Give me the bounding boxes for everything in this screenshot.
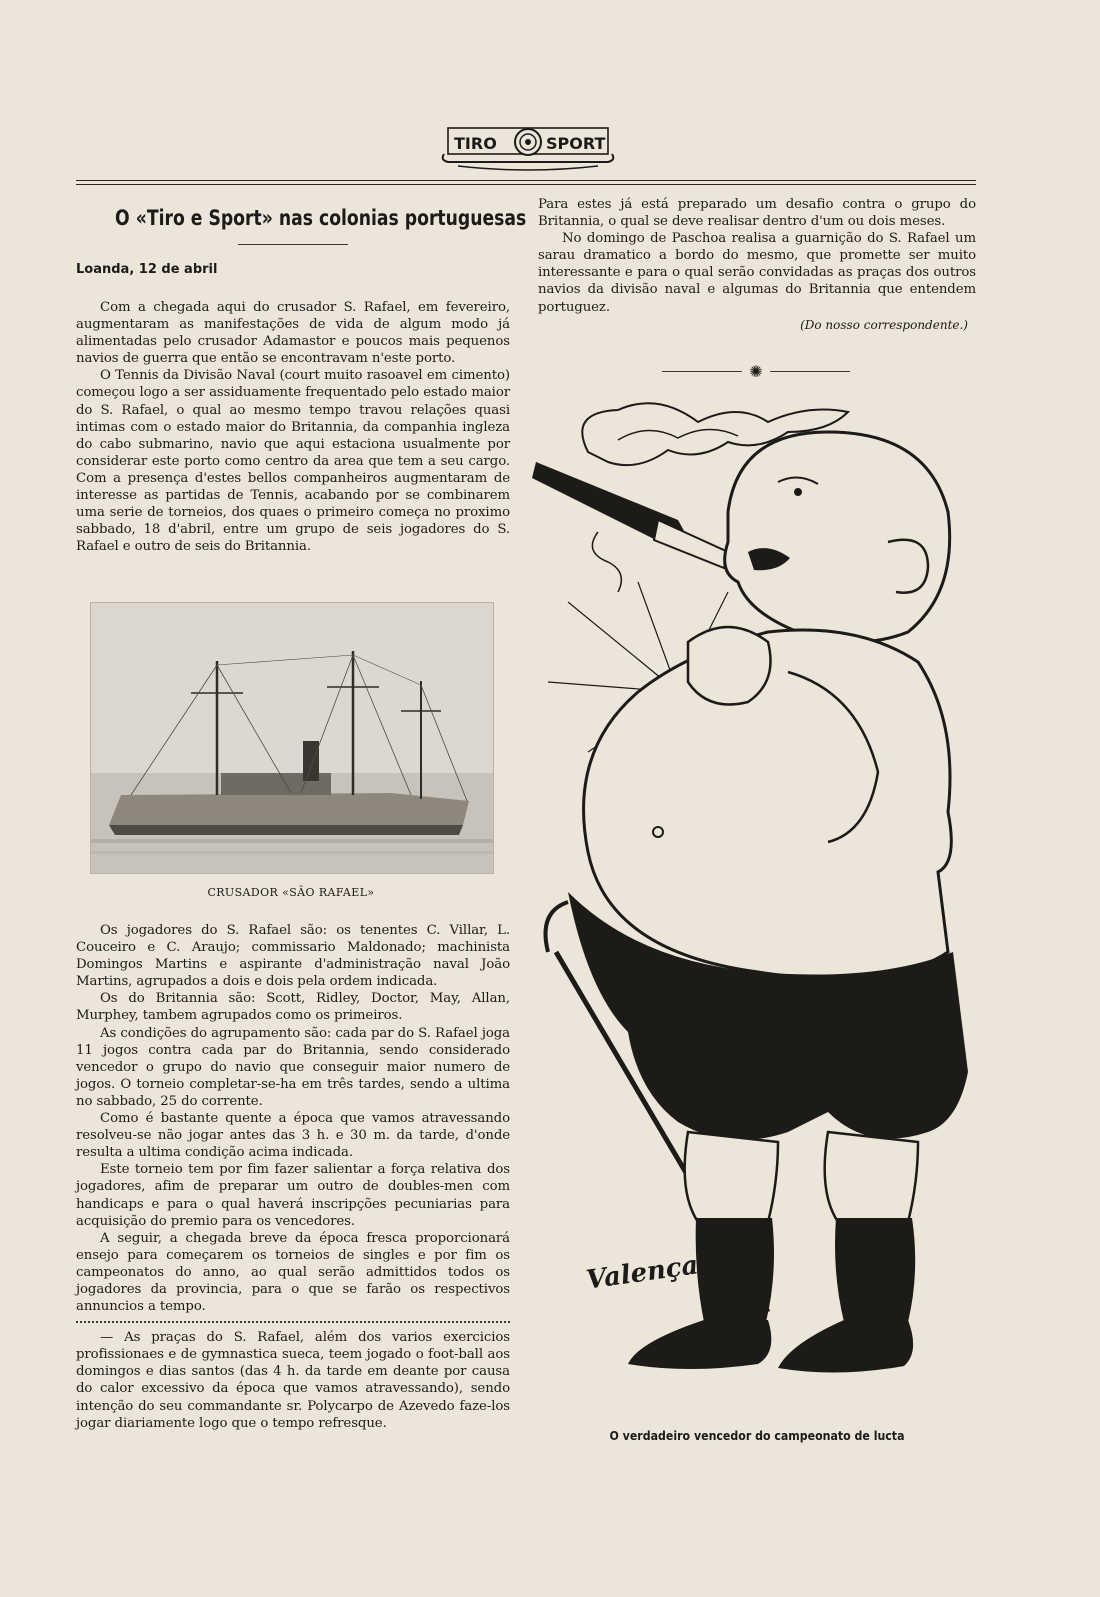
caricature-illustration (528, 392, 998, 1392)
ornament-line-right (770, 371, 850, 372)
right-paragraph-2: No domingo de Paschoa realisa a guarnição do S. Rafael um sarau dramatico a bordo do mesmo, que promette ser muito interessante e para o qual serão convidadas as praças dos outros navios da divisão naval e algumas do Britannia que entendem portuguez. (538, 231, 976, 315)
right-column (538, 196, 976, 332)
paragraph-2: O Tennis da Divisão Naval (court muito rasoavel em cimento) começou logo a ser assiduamente frequentado pelo estado maior do S. Rafael, o qual ao mesmo tempo travou relações quasi intimas com o estado maior do Britannia, da companhia ingleza do cabo submarino, navio que aqui estaciona usualmente por considerar este porto como centro da area que tem a seu cargo. Com a presença d'estes bellos companheiros augmentaram de interesse as partidas de Tennis, acabando por se combinarem uma serie de torneios, dos quaes o primeiro começa no proximo sabbado, 18 d'abril, entre um grupo de seis jogadores do S. Rafael e outro de seis do Britannia. (76, 368, 510, 555)
photo-caption: CRUSADOR «SÃO RAFAEL» (207, 886, 375, 899)
cartoon-caption: O verdadeiro vencedor do campeonato de lucta (609, 1428, 905, 1443)
artist-signature: Valença (584, 1250, 701, 1296)
correspondent-signoff: (Do nosso correspondente.) (800, 317, 968, 332)
top-rule-double (76, 184, 976, 185)
paragraph-8: A seguir, a chegada breve da época fresca proporcionará ensejo para começarem os torneios de singles e por fim os campeonatos do anno, ao qual serão admittidos todos os jogadores da provincia, para o que se farão os respectivos annuncios a tempo. (76, 1230, 510, 1315)
top-rule (76, 180, 976, 181)
dateline: Loanda, 12 de abril (76, 262, 218, 277)
svg-text:TIRO: TIRO (454, 134, 497, 153)
svg-text:SPORT: SPORT (546, 134, 606, 153)
right-paragraph-1: Para estes já está preparado um desafio contra o grupo do Britannia, o qual se deve realisar dentro d'um ou dois meses. (538, 197, 976, 230)
paragraph-3: Os jogadores do S. Rafael são: os tenentes C. Villar, L. Couceiro e C. Araujo; commissario Maldonado; machinista Domingos Martins e aspirante d'administração naval João Martins, agrupados a dois e dois pela ordem indicada. (76, 923, 510, 990)
dotted-separator (76, 1321, 510, 1323)
headline-divider (238, 244, 348, 245)
ship-photo (90, 602, 494, 874)
masthead-emblem-icon (438, 122, 618, 172)
masthead-logo (438, 122, 618, 172)
asterisk-ornament-icon: ✺ (749, 362, 763, 381)
paragraph-5: As condições do agrupamento são: cada par do S. Rafael joga 11 jogos contra cada par do Britannia, sendo considerado vencedor o grupo do navio que conseguir maior numero de jogos. O torneio completar-se-ha em três tardes, sendo a ultima no sabbado, 25 do corrente. (76, 1025, 510, 1109)
article-headline: O «Tiro e Sport» nas colonias portuguesas (115, 206, 527, 230)
section-ornament (662, 362, 850, 381)
paragraph-6: Como é bastante quente a época que vamos atravessando resolveu-se não jogar antes das 3 h. e 30 m. da tarde, d'onde resulta a ultima condição acima indicada. (76, 1111, 510, 1161)
paragraph-4: Os do Britannia são: Scott, Ridley, Doctor, May, Allan, Murphey, tambem agrupados como os primeiros. (76, 991, 510, 1024)
paragraph-7: Este torneio tem por fim fazer salientar a força relativa dos jogadores, afim de preparar um outro de doubles-men com handicaps e para o qual haverá inscripções pecuniarias para acquisição do premio para os vencedores. (76, 1162, 510, 1229)
paragraph-9: — As praças do S. Rafael, além dos varios exercicios profissionaes e de gymnastica sueca, teem jogado o foot-ball aos domingos e dias santos (das 4 h. da tarde em deante por causa do calor excessivo da época que vamos atravessando), sendo intenção do seu commandante sr. Polycarpo de Azevedo faze-los jogar diariamente logo que o tempo refresque. (76, 1330, 510, 1431)
paragraph-1: Com a chegada aqui do crusador S. Rafael, em fevereiro, augmentaram as manifestações de vida de algum modo já alimentadas pelo crusador Adamastor e poucos mais pequenos navios de guerra que então se encontravam n'este porto. (76, 300, 510, 367)
left-column-lower (76, 922, 510, 1432)
left-column (76, 196, 527, 555)
ornament-line-left (662, 371, 742, 372)
